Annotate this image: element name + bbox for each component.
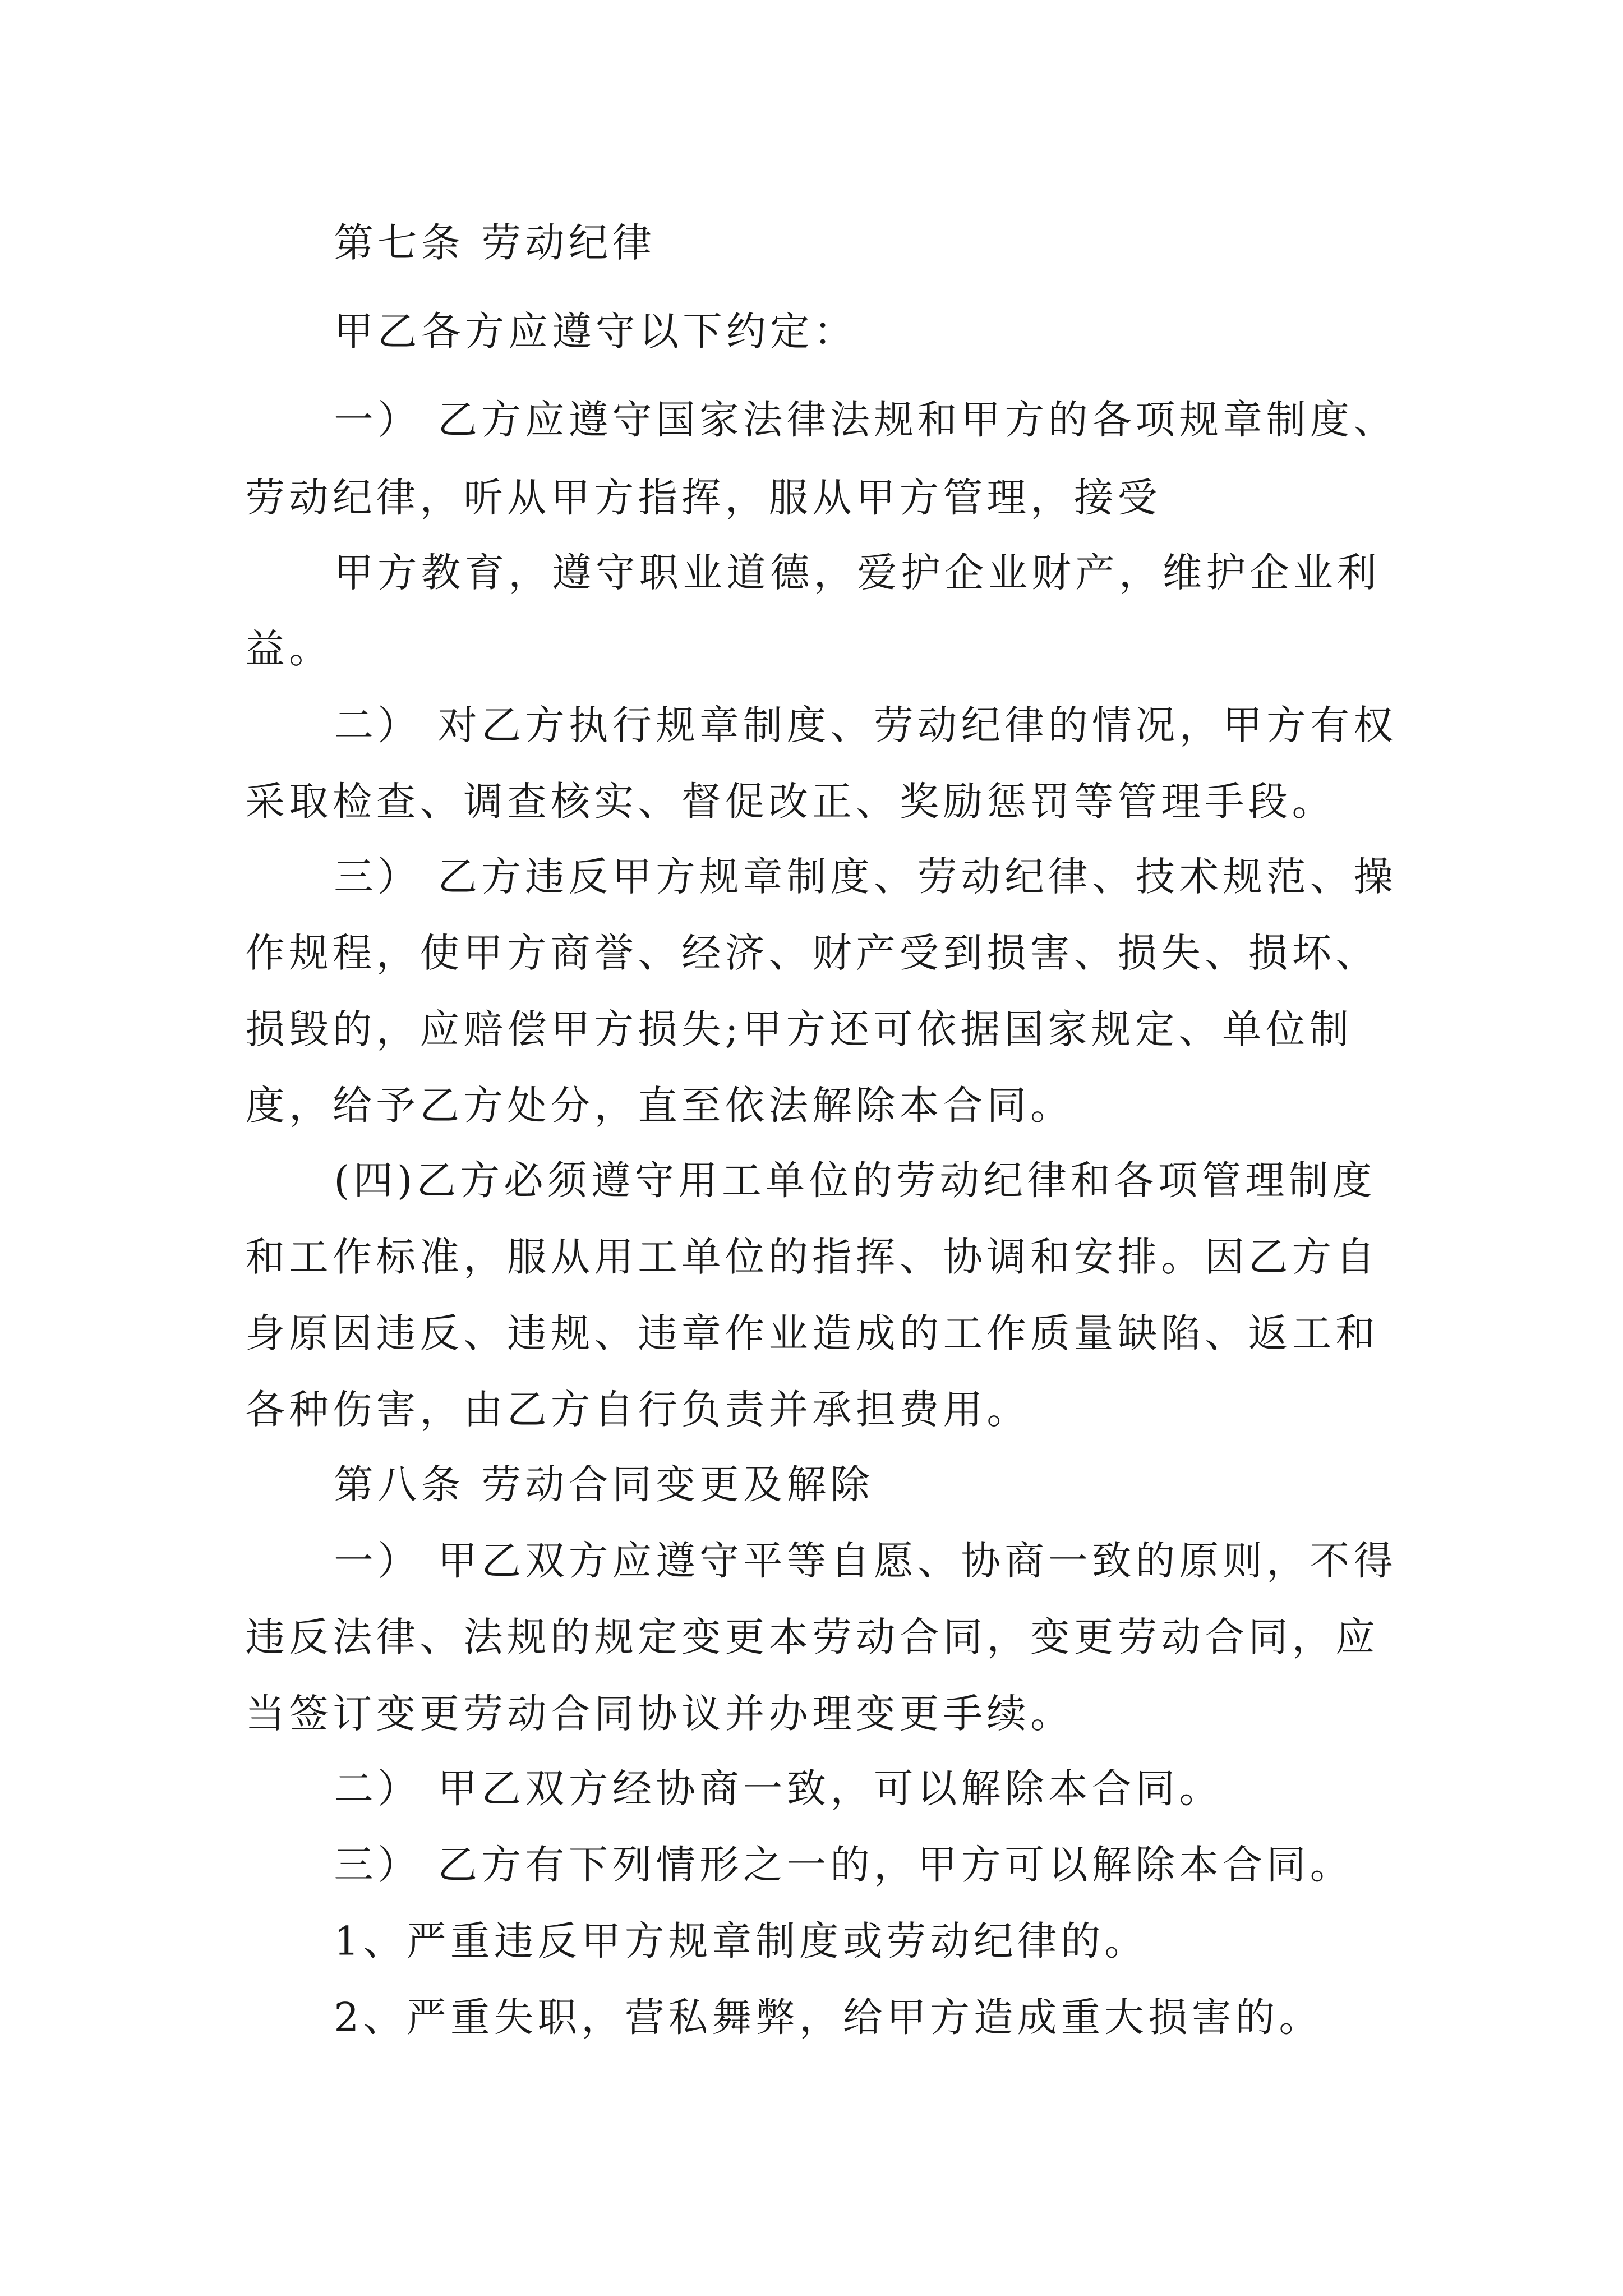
article-7-heading: 第七条 劳动纪律 xyxy=(334,219,656,266)
paragraph-line: 二） 甲乙双方经协商一致，可以解除本合同。 xyxy=(334,1765,1223,1812)
paragraph-line: 1、严重违反甲方规章制度或劳动纪律的。 xyxy=(334,1918,1149,1964)
paragraph-line: 劳动纪律，听从甲方指挥，服从甲方管理，接受 xyxy=(245,474,1161,521)
paragraph-line: 作规程，使甲方商誉、经济、财产受到损害、损失、损坏、 xyxy=(245,930,1380,976)
paragraph-line: 和工作标准，服从用工单位的指挥、协调和安排。因乙方自 xyxy=(245,1234,1380,1280)
paragraph-line: 二） 对乙方执行规章制度、劳动纪律的情况，甲方有权 xyxy=(334,702,1398,749)
paragraph-line: 甲乙各方应遵守以下约定： xyxy=(334,308,857,355)
paragraph-line: 各种伤害，由乙方自行负责并承担费用。 xyxy=(245,1386,1031,1433)
paragraph-line: 一） 乙方应遵守国家法律法规和甲方的各项规章制度、 xyxy=(334,397,1398,443)
paragraph-line: 益。 xyxy=(245,625,333,672)
paragraph-line: 度，给予乙方处分，直至依法解除本合同。 xyxy=(245,1082,1074,1129)
paragraph-line: 身原因违反、违规、违章作业造成的工作质量缺陷、返工和 xyxy=(245,1310,1380,1356)
paragraph-line: (四)乙方必须遵守用工单位的劳动纪律和各项管理制度 xyxy=(334,1157,1376,1204)
paragraph-line: 当签订变更劳动合同协议并办理变更手续。 xyxy=(245,1690,1074,1737)
paragraph-line: 采取检查、调查核实、督促改正、奖励惩罚等管理手段。 xyxy=(245,778,1336,825)
paragraph-line: 三） 乙方有下列情形之一的，甲方可以解除本合同。 xyxy=(334,1841,1354,1888)
paragraph-line: 三） 乙方违反甲方规章制度、劳动纪律、技术规范、操 xyxy=(334,853,1398,900)
paragraph-line: 甲方教育，遵守职业道德，爱护企业财产，维护企业利 xyxy=(334,549,1381,596)
paragraph-line: 违反法律、法规的规定变更本劳动合同，变更劳动合同，应 xyxy=(245,1614,1380,1660)
paragraph-line: 损毁的，应赔偿甲方损失;甲方还可依据国家规定、单位制 xyxy=(245,1006,1353,1052)
article-8-heading: 第八条 劳动合同变更及解除 xyxy=(334,1461,874,1508)
paragraph-line: 一） 甲乙双方应遵守平等自愿、协商一致的原则，不得 xyxy=(334,1538,1398,1584)
paragraph-line: 2、严重失职，营私舞弊，给甲方造成重大损害的。 xyxy=(334,1994,1323,2041)
